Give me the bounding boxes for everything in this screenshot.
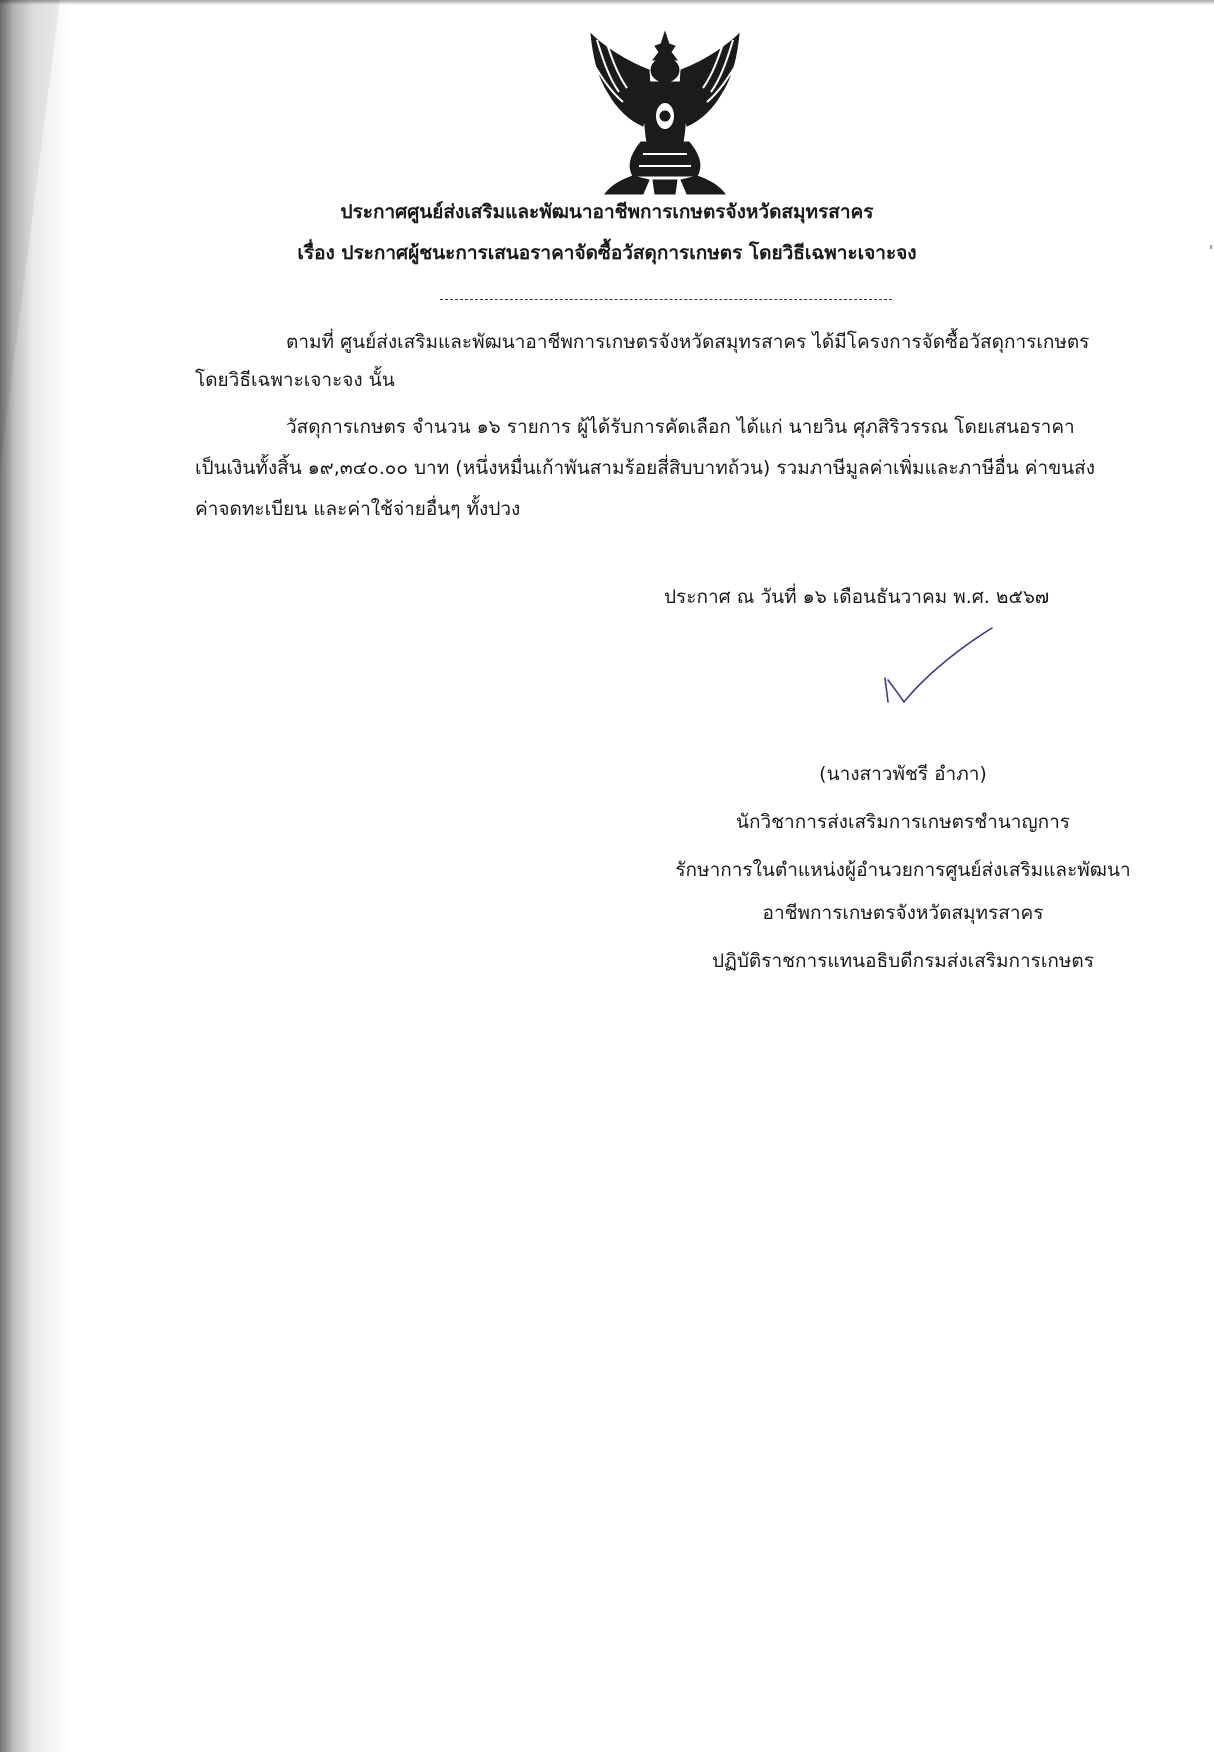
header-separator: [440, 299, 892, 300]
announcement-subject: เรื่อง ประกาศผู้ชนะการเสนอราคาจัดซื้อวัสดุการเกษตร โดยวิธีเฉพาะเจาะจง: [297, 242, 917, 264]
signatory-acting-line2: อาชีพการเกษตรจังหวัดสมุทรสาคร: [762, 902, 1044, 924]
paragraph2-line2: เป็นเงินทั้งสิ้น ๑๙,๓๔๐.๐๐ บาท (หนึ่งหมื่นเก้าพันสามร้อยสี่สิบบาทถ้วน) รวมภาษีมูลค่าเพิ่มและภาษีอื่น ค่าขนส่ง: [195, 457, 1096, 479]
signatory-name: (นางสาวพัชรี อำภา): [819, 763, 987, 785]
scan-top-edge: [0, 0, 1214, 5]
garuda-emblem-icon: [583, 30, 748, 198]
handwritten-signature: [880, 620, 1000, 710]
scan-edge-wedge: [0, 0, 60, 470]
signatory-on-behalf: ปฏิบัติราชการแทนอธิบดีกรมส่งเสริมการเกษตร: [712, 950, 1094, 972]
paragraph1-line2: โดยวิธีเฉพาะเจาะจง นั้น: [195, 369, 395, 391]
paragraph2-line1: วัสดุการเกษตร จำนวน ๑๖ รายการ ผู้ได้รับการคัดเลือก ได้แก่ นายวิน ศุภสิริวรรณ โดยเสนอราคา: [286, 416, 1075, 438]
announce-date: ประกาศ ณ วันที่ ๑๖ เดือนธันวาคม พ.ศ. ๒๕๖๗: [664, 586, 1050, 608]
paragraph2-line3: ค่าจดทะเบียน และค่าใช้จ่ายอื่นๆ ทั้งปวง: [195, 498, 521, 520]
paragraph1-line1: ตามที่ ศูนย์ส่งเสริมและพัฒนาอาชีพการเกษตรจังหวัดสมุทรสาคร ได้มีโครงการจัดซื้อวัสดุการเกษตร: [286, 331, 1090, 353]
announcement-title: ประกาศศูนย์ส่งเสริมและพัฒนาอาชีพการเกษตรจังหวัดสมุทรสาคร: [340, 201, 874, 223]
signatory-acting-line1: รักษาการในตำแหน่งผู้อำนวยการศูนย์ส่งเสริมและพัฒนา: [675, 859, 1131, 881]
signatory-position: นักวิชาการส่งเสริมการเกษตรชำนาญการ: [735, 811, 1071, 833]
